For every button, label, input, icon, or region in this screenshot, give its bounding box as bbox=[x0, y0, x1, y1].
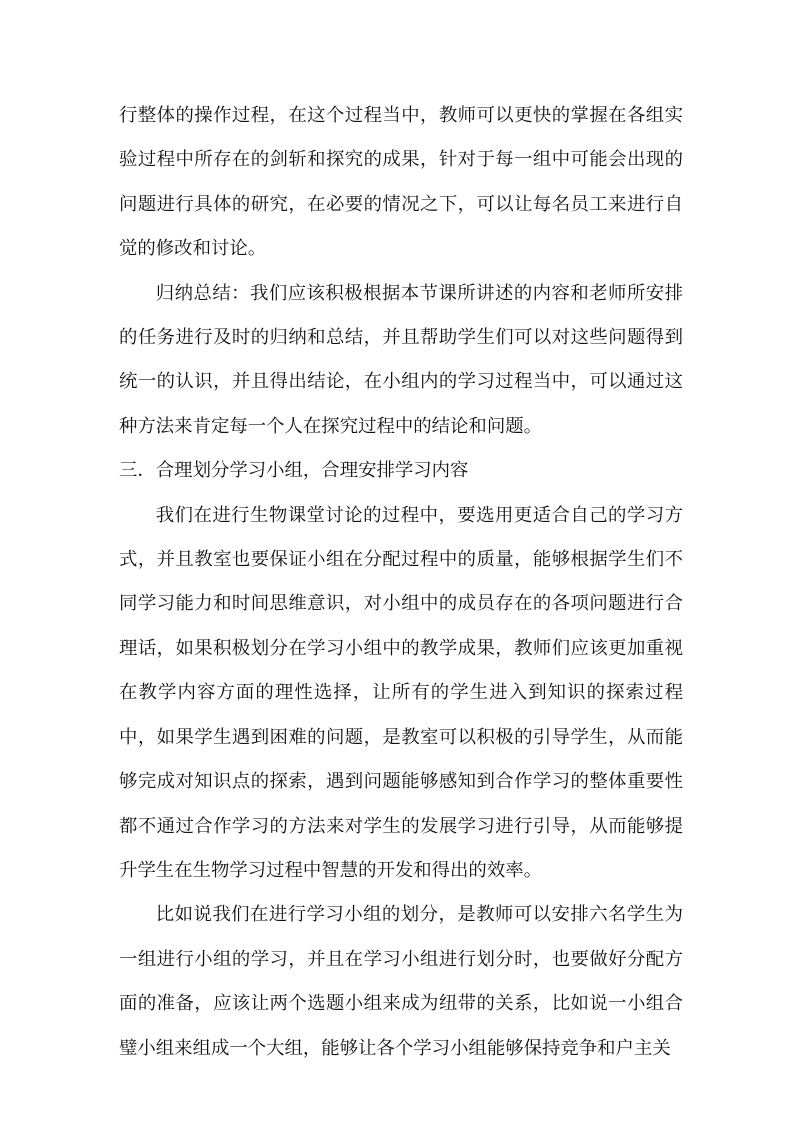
section-heading: 三．合理划分学习小组，合理安排学习内容 bbox=[119, 460, 469, 482]
document-body bbox=[119, 94, 683, 1071]
paragraph-continuation: 行整体的操作过程，在这个过程当中，教师可以更快的掌握在各组实验过程中所存在的剑斩和探究的成果，针对于每一组中可能会出现的问题进行具体的研究，在必要的情况之下，可以让每名员工来进行自觉的修改和讨论。 bbox=[119, 105, 683, 260]
paragraph-group-division: 比如说我们在进行学习小组的划分，是教师可以安排六名学生为一组进行小组的学习，并且在学习小组进行划分时，也要做好分配方面的准备，应该让两个选题小组来成为纽带的关系，比如说一小组合璧小组来组成一个大组，能够让各个学习小组能够保持竞争和户主关 bbox=[119, 904, 683, 1059]
paragraph-group-discussion: 我们在进行生物课堂讨论的过程中，要选用更适合自己的学习方式，并且教室也要保证小组在分配过程中的质量，能够根据学生们不同学习能力和时间思维意识，对小组中的成员存在的各项问题进行合理话，如果积极划分在学习小组中的教学成果，教师们应该更加重视在教学内容方面的理性选择，让所有的学生进入到知识的探索过程中，如果学生遇到困难的问题，是教室可以积极的引导学生，从而能够完成对知识点的探索，遇到问题能够感知到合作学习的整体重要性都不通过合作学习的方法来对学生的发展学习进行引导，从而能够提升学生在生物学习过程中智慧的开发和得出的效率。 bbox=[119, 504, 683, 881]
paragraph-summary: 归纳总结：我们应该积极根据本节课所讲述的内容和老师所安排的任务进行及时的归纳和总结，并且帮助学生们可以对这些问题得到统一的认识，并且得出结论，在小组内的学习过程当中，可以通过这种方法来肯定每一个人在探究过程中的结论和问题。 bbox=[119, 282, 683, 437]
